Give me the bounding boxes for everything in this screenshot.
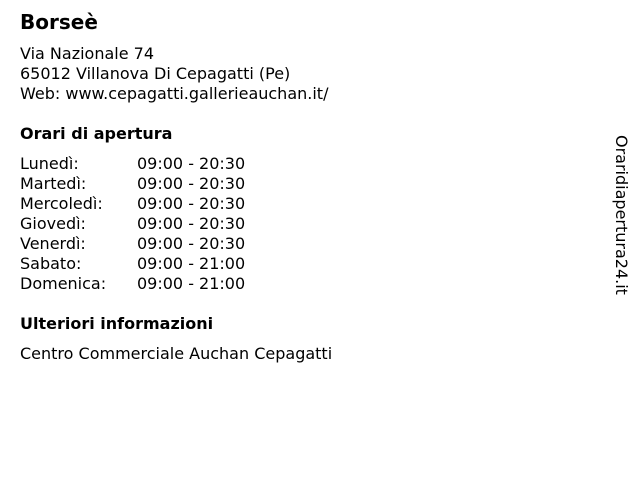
store-info-card — [20, 8, 580, 364]
hours-row-sunday — [20, 274, 245, 294]
day-label: Lunedì: — [20, 154, 79, 173]
hours-value: 09:00 - 21:00 — [137, 274, 246, 293]
hours-row-tuesday — [20, 174, 245, 194]
extra-info-title: Ulteriori informazioni — [20, 314, 214, 333]
store-name: Borseè — [20, 10, 98, 34]
side-brand-text: Oraridiapertura24.it — [612, 135, 631, 295]
address-city: 65012 Villanova Di Cepagatti (Pe) — [20, 64, 291, 83]
hours-value: 09:00 - 20:30 — [137, 194, 246, 213]
hours-row-thursday — [20, 214, 245, 234]
hours-row-wednesday — [20, 194, 245, 214]
hours-row-friday — [20, 234, 245, 254]
hours-value: 09:00 - 20:30 — [137, 174, 246, 193]
hours-value: 09:00 - 20:30 — [137, 234, 246, 253]
day-label: Martedì: — [20, 174, 87, 193]
hours-value: 09:00 - 20:30 — [137, 154, 246, 173]
extra-info-text: Centro Commerciale Auchan Cepagatti — [20, 344, 333, 363]
address-street: Via Nazionale 74 — [20, 44, 155, 63]
hours-value: 09:00 - 21:00 — [137, 254, 246, 273]
opening-hours-table — [20, 154, 245, 294]
opening-hours-title: Orari di apertura — [20, 124, 173, 143]
day-label: Giovedì: — [20, 214, 86, 233]
hours-row-monday — [20, 154, 245, 174]
hours-row-saturday — [20, 254, 245, 274]
hours-value: 09:00 - 20:30 — [137, 214, 246, 233]
day-label: Mercoledì: — [20, 194, 103, 213]
day-label: Domenica: — [20, 274, 107, 293]
day-label: Sabato: — [20, 254, 82, 273]
website-link[interactable]: Web: www.cepagatti.gallerieauchan.it/ — [20, 84, 329, 103]
day-label: Venerdì: — [20, 234, 86, 253]
